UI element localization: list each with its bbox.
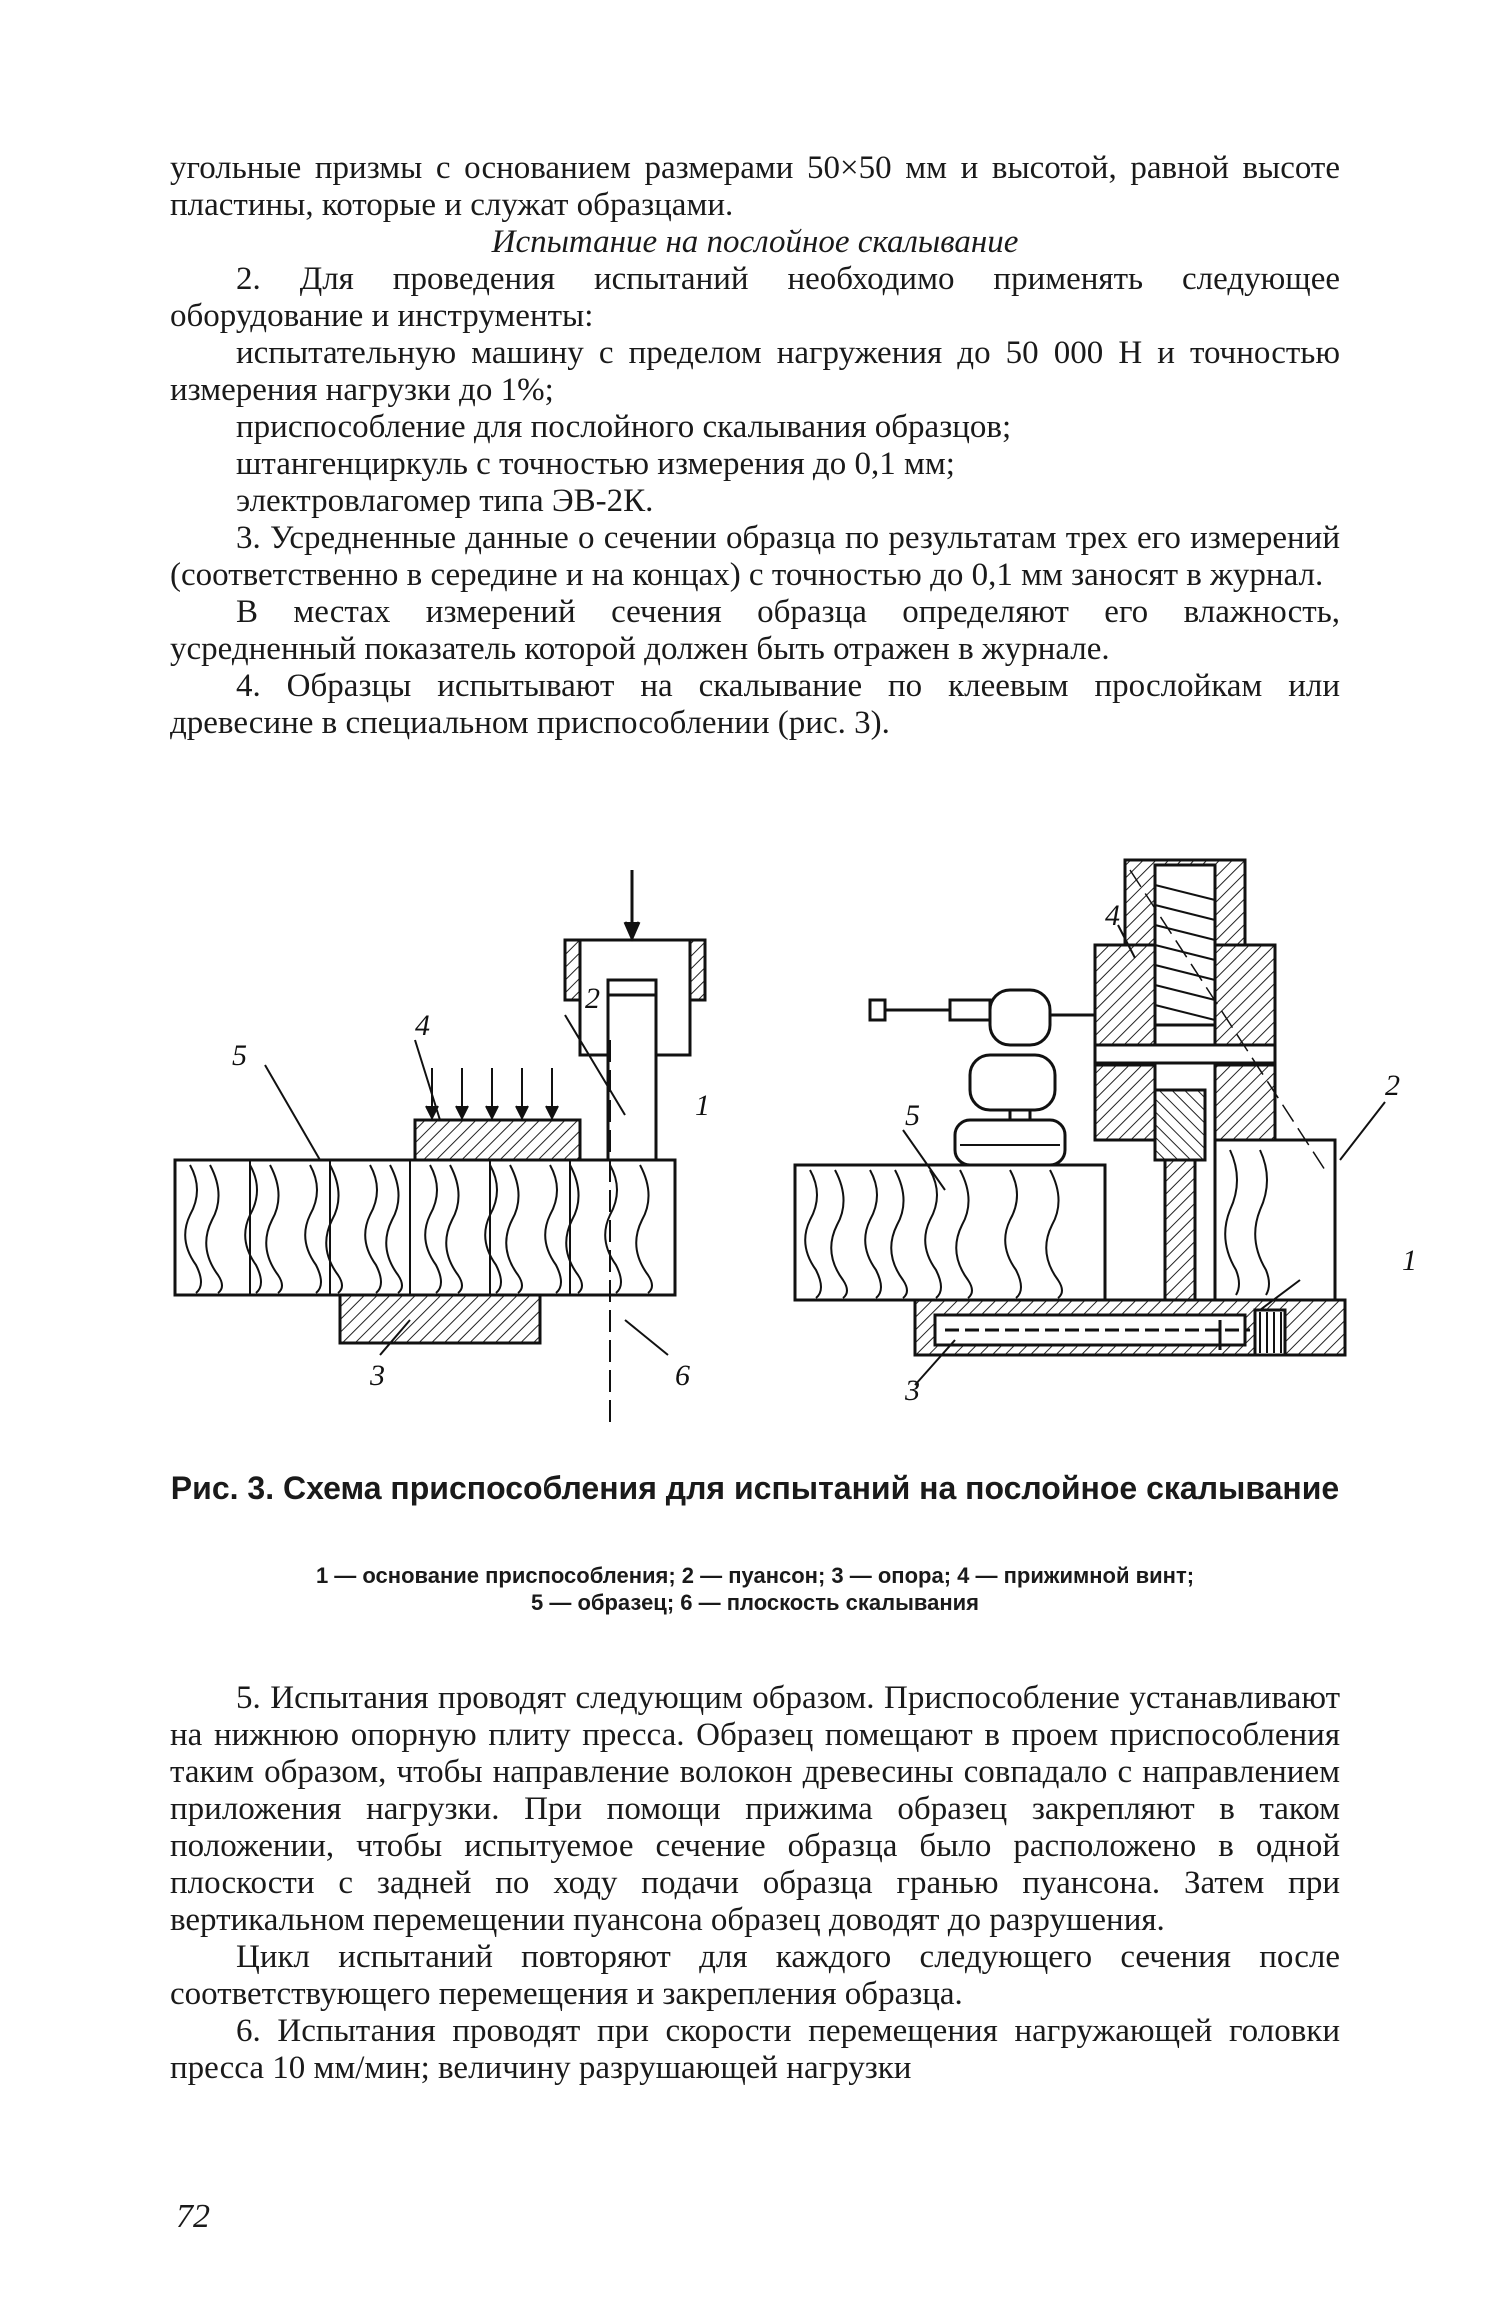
right-schematic [795,860,1385,1385]
top-text-block [170,150,1340,742]
section-subheading: Испытание на послойное скалывание [491,224,1019,260]
right-label-2: 2 [1385,1069,1400,1102]
figure-legend-line-1: 1 — основание приспособления; 2 — пуансон; 3 — опора; 4 — прижимной винт; [315,1563,1195,1588]
equipment-item-3: штангенциркуль с точностью измерения до 0,1 мм; [236,446,955,482]
left-label-6: 6 [675,1359,690,1392]
right-label-4: 4 [1105,899,1120,932]
paragraph-2: 2. Для проведения испытаний необходимо применять следующее оборудование и инструменты: [170,261,1340,334]
right-frame-right [1215,1065,1275,1140]
equipment-item-1: испытательную машину с пределом нагружения до 50 000 Н и точностью измерения нагрузки до 1%; [170,335,1340,408]
left-schematic [175,870,705,1430]
paragraph-continuation: угольные призмы с основанием размерами 50×50 мм и высотой, равной высоте пластины, которые и служат образцами. [170,150,1340,223]
left-label-4: 4 [415,1009,430,1042]
paragraph-3: 3. Усредненные данные о сечении образца по результатам трех его измерений (соответственно в середине и на концах) с точностью до 0,1 мм заносят в журнал. [170,520,1340,593]
left-clamp-pad [415,1120,580,1160]
paragraph-4: 4. Образцы испытывают на скалывание по клеевым прослойкам или древесине в специальном приспособлении (рис. 3). [170,668,1340,741]
right-clamp-knob [990,990,1050,1045]
paragraph-5b: Цикл испытаний повторяют для каждого следующего сечения после соответствующего перемещения и закрепления образца. [170,1939,1340,2012]
right-label-5: 5 [905,1099,920,1132]
equipment-item-2: приспособление для послойного скалывания образцов; [236,409,1012,445]
paragraph-6: 6. Испытания проводят при скорости перемещения нагружающей головки пресса 10 мм/мин; величину разрушающей нагрузки [170,2013,1340,2086]
left-support [340,1295,540,1343]
right-label-1: 1 [1402,1244,1417,1277]
right-punch [1155,1090,1205,1160]
left-label-5: 5 [232,1039,247,1072]
page-number: 72 [176,2198,210,2235]
left-label-3: 3 [370,1359,385,1392]
figure-legend-line-2: 5 — образец; 6 — плоскость скалывания [531,1590,979,1615]
right-label-3: 3 [905,1374,920,1407]
paragraph-3b: В местах измерений сечения образца определяют его влажность, усредненный показатель которой должен быть отражен в журнале. [170,594,1340,667]
left-label-1: 1 [695,1089,710,1122]
left-load-arrows [426,1068,558,1118]
right-frame-left [1095,1065,1155,1140]
right-frame-body [1215,1140,1335,1300]
figure-caption-title: Рис. 3. Схема приспособления для испытаний на послойное скалывание [170,1470,1340,1506]
left-punch [608,980,656,1160]
equipment-item-4: электровлагомер типа ЭВ-2К. [236,483,654,519]
left-label-2: 2 [585,982,600,1015]
right-clamp-pad [955,1120,1065,1165]
figure-3 [170,840,1417,1430]
shear-device-diagram [170,840,1417,1430]
paragraph-5: 5. Испытания проводят следующим образом. Приспособление устанавливают на нижнюю опорную плиту пресса. Образец помещают в проем приспособления таким образом, чтобы направление волокон древесины совпадало с направлением приложения нагрузки. При помощи прижима образец закрепляют в таком положении, чтобы испытуемое сечение образца было расположено в одной плоскости с задней по ходу подачи образца гранью пуансона. Затем при вертикальном перемещении пуансона образец доводят до разрушения. [170,1680,1340,1938]
bottom-text-block [170,1680,1340,2087]
right-clamp-screw [970,1055,1055,1110]
left-guide-left [565,940,580,1000]
figure-legend [170,1562,1340,1616]
left-guide-right [690,940,705,1000]
